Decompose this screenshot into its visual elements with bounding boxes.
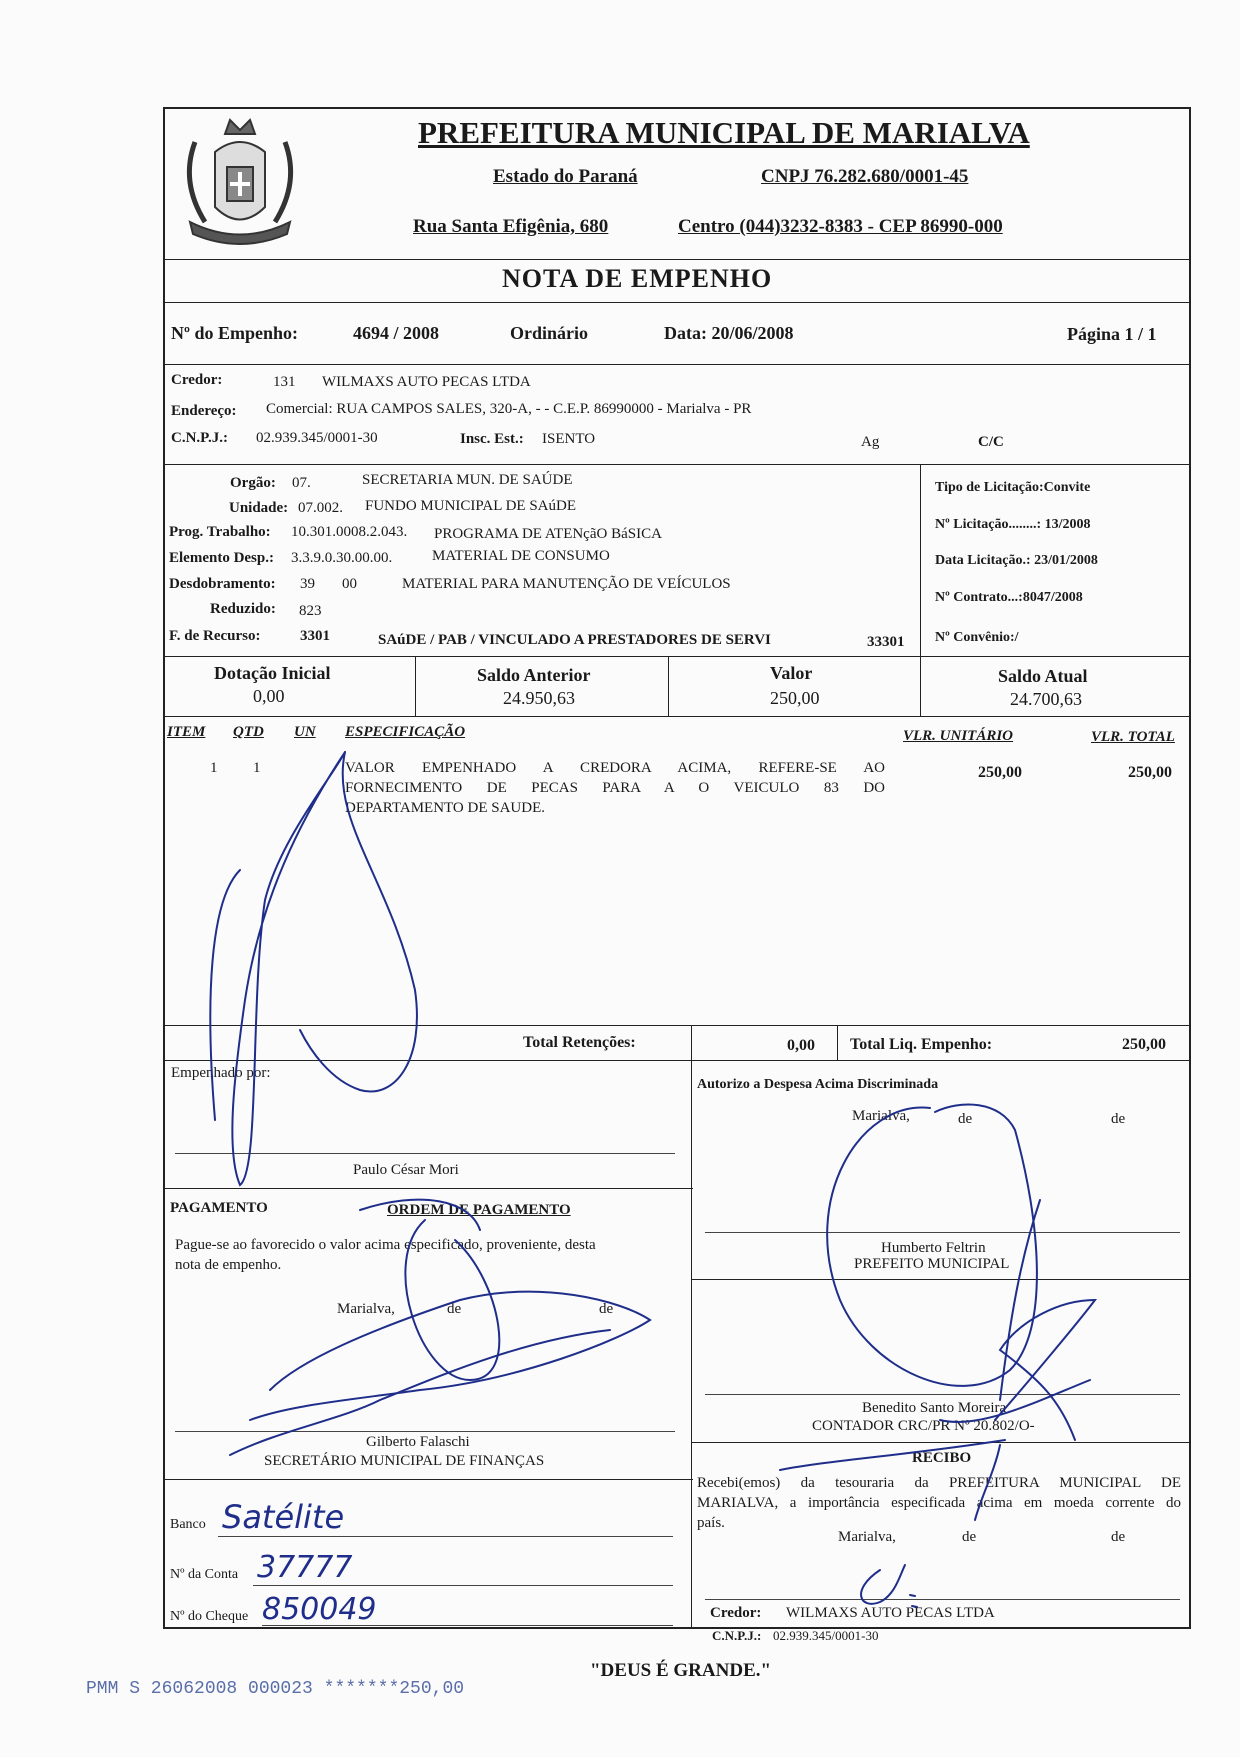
unidade-label: Unidade: <box>229 500 289 516</box>
cnpj-value: 02.939.345/0001-30 <box>256 430 378 446</box>
banco-value: Satélite <box>222 1498 345 1536</box>
data-licitacao: Data Licitação.: 23/01/2008 <box>935 553 1098 568</box>
col-un: UN <box>294 724 316 740</box>
banco-label: Banco <box>170 1517 206 1532</box>
elemento-label: Elemento Desp.: <box>169 550 274 566</box>
empenho-number: 4694 / 2008 <box>353 323 440 343</box>
header-state: Estado do Paraná <box>493 166 638 187</box>
recibo-text-2: MARIALVA, a importância especificada acima em moeda corrente do <box>697 1495 1181 1511</box>
tipo-licitacao: Tipo de Licitação:Convite <box>935 480 1091 495</box>
total-liquido-value: 250,00 <box>1122 1036 1166 1053</box>
saldo-anterior-label: Saldo Anterior <box>477 665 591 685</box>
recibo-credor-name: WILMAXS AUTO PECAS LTDA <box>786 1605 995 1621</box>
recurso-number: 33301 <box>867 634 905 650</box>
conta-corrente-label: C/C <box>978 434 1004 450</box>
orgao-code: 07. <box>292 475 311 491</box>
endereco-label: Endereço: <box>171 403 237 419</box>
empenho-date: Data: 20/06/2008 <box>664 323 794 343</box>
col-valor-total: VLR. TOTAL <box>1091 729 1175 745</box>
secretario-role: SECRETÁRIO MUNICIPAL DE FINANÇAS <box>264 1453 545 1469</box>
item-total-value: 250,00 <box>1128 764 1172 781</box>
credor-code: 131 <box>273 374 296 390</box>
col-item: ITEM <box>167 724 206 740</box>
payment-stamp: PMM S 26062008 000023 *******250,00 <box>86 1679 465 1699</box>
endereco-value: Comercial: RUA CAMPOS SALES, 320-A, - - C.E.P. 86990000 - Marialva - PR <box>266 401 752 417</box>
cnpj-label: C.N.P.J.: <box>171 430 228 446</box>
prefeito-name: Humberto Feltrin <box>881 1240 986 1256</box>
item-unit-value: 250,00 <box>978 764 1022 781</box>
unidade-code: 07.002. <box>298 500 343 516</box>
insc-value: ISENTO <box>542 431 596 447</box>
conta-value: 37777 <box>257 1550 353 1585</box>
item-desc-line1: VALOR EMPENHADO A CREDORA ACIMA, REFERE-SE AO <box>345 760 885 776</box>
pagamento-text-1: Pague-se ao favorecido o valor acima especificado, proveniente, desta <box>175 1237 596 1253</box>
recibo-text-3: país. <box>697 1515 725 1531</box>
pagamento-city: Marialva, <box>337 1301 395 1317</box>
autorizo-de-1: de <box>958 1111 973 1127</box>
contador-name: Benedito Santo Moreira <box>862 1400 1007 1416</box>
agencia-label: Ag <box>861 434 880 450</box>
credor-name: WILMAXS AUTO PECAS LTDA <box>322 374 531 390</box>
item-number: 1 <box>210 760 218 776</box>
valor-value: 250,00 <box>770 688 820 708</box>
empenho-page: Página 1 / 1 <box>1067 324 1157 344</box>
header-title: PREFEITURA MUNICIPAL DE MARIALVA <box>418 115 1030 150</box>
prog-value: PROGRAMA DE ATENçãO BáSICA <box>434 526 662 542</box>
unidade-value: FUNDO MUNICIPAL DE SAúDE <box>365 498 576 514</box>
prefeito-role: PREFEITO MUNICIPAL <box>854 1256 1010 1272</box>
desdobramento-code: 39 <box>300 576 315 592</box>
empenho-type: Ordinário <box>510 323 589 343</box>
desdobramento-value: MATERIAL PARA MANUTENÇÃO DE VEÍCULOS <box>402 576 731 592</box>
saldo-atual-value: 24.700,63 <box>1010 689 1082 709</box>
cheque-value: 850049 <box>262 1592 377 1627</box>
pagamento-label: PAGAMENTO <box>170 1200 268 1216</box>
item-desc-line2: FORNECIMENTO DE PECAS PARA A O VEICULO 83 DO <box>345 780 885 796</box>
item-qty: 1 <box>253 760 261 776</box>
col-valor-unitario: VLR. UNITÁRIO <box>903 728 1014 744</box>
empenhado-name: Paulo César Mori <box>353 1162 459 1178</box>
prog-label: Prog. Trabalho: <box>169 524 271 540</box>
empenhado-label: Empenhado por: <box>171 1065 271 1081</box>
autorizo-label: Autorizo a Despesa Acima Discriminada <box>697 1077 939 1092</box>
desdobramento-label: Desdobramento: <box>169 576 276 592</box>
insc-label: Insc. Est.: <box>460 431 524 447</box>
recibo-cnpj-value: 02.939.345/0001-30 <box>773 1628 879 1643</box>
doc-title: NOTA DE EMPENHO <box>502 264 773 293</box>
recibo-cnpj-label: C.N.P.J.: <box>712 1628 762 1643</box>
col-especificacao: ESPECIFICAÇÃO <box>345 724 466 740</box>
pagamento-de-2: de <box>599 1301 614 1317</box>
reduzido-label: Reduzido: <box>210 601 276 617</box>
ordem-pagamento-label: ORDEM DE PAGAMENTO <box>387 1202 571 1218</box>
recibo-label: RECIBO <box>912 1450 972 1466</box>
recibo-de-1: de <box>962 1529 977 1545</box>
saldo-atual-label: Saldo Atual <box>998 666 1088 686</box>
desdobramento-sub: 00 <box>342 576 357 592</box>
reduzido-value: 823 <box>299 603 322 619</box>
autorizo-city: Marialva, <box>852 1108 910 1124</box>
orgao-value: SECRETARIA MUN. DE SAÚDE <box>362 472 573 488</box>
total-retencoes-value: 0,00 <box>787 1037 815 1054</box>
recurso-code: 3301 <box>300 628 330 644</box>
dotacao-inicial-label: Dotação Inicial <box>214 663 331 683</box>
empenho-label: Nº do Empenho: <box>171 323 298 343</box>
pagamento-text-2: nota de empenho. <box>175 1257 282 1273</box>
prog-code: 10.301.0008.2.043. <box>291 524 408 540</box>
cheque-label: Nº do Cheque <box>170 1609 249 1624</box>
item-desc-line3: DEPARTAMENTO DE SAUDE. <box>345 800 545 816</box>
header-contact: Centro (044)3232-8383 - CEP 86990-000 <box>678 216 1003 237</box>
footer-motto: "DEUS É GRANDE." <box>590 1660 772 1681</box>
total-liquido-label: Total Liq. Empenho: <box>850 1036 993 1053</box>
recibo-credor-label: Credor: <box>710 1605 762 1621</box>
recurso-value: SAúDE / PAB / VINCULADO A PRESTADORES DE SERVI <box>378 632 771 648</box>
elemento-code: 3.3.9.0.30.00.00. <box>291 550 393 566</box>
conta-label: Nº da Conta <box>170 1567 239 1582</box>
total-retencoes-label: Total Retenções: <box>523 1034 636 1051</box>
recurso-label: F. de Recurso: <box>169 628 261 644</box>
saldo-anterior-value: 24.950,63 <box>503 688 575 708</box>
credor-label: Credor: <box>171 372 223 388</box>
elemento-value: MATERIAL DE CONSUMO <box>432 548 610 564</box>
recibo-city: Marialva, <box>838 1529 896 1545</box>
numero-contrato: Nº Contrato...:8047/2008 <box>935 590 1083 605</box>
autorizo-de-2: de <box>1111 1111 1126 1127</box>
secretario-name: Gilberto Falaschi <box>366 1434 470 1450</box>
header-cnpj: CNPJ 76.282.680/0001-45 <box>761 166 969 187</box>
valor-label: Valor <box>770 663 813 683</box>
recibo-text-1: Recebi(emos) da tesouraria da PREFEITURA MUNICIPAL DE <box>697 1475 1181 1491</box>
header-address: Rua Santa Efigênia, 680 <box>413 216 609 237</box>
contador-role: CONTADOR CRC/PR Nº 20.802/O- <box>812 1418 1035 1434</box>
recibo-de-2: de <box>1111 1529 1126 1545</box>
orgao-label: Orgão: <box>230 475 276 491</box>
pagamento-de-1: de <box>447 1301 462 1317</box>
dotacao-inicial-value: 0,00 <box>253 686 285 706</box>
numero-convenio: Nº Convênio:/ <box>935 630 1019 645</box>
numero-licitacao: Nº Licitação........: 13/2008 <box>935 517 1091 532</box>
col-qtd: QTD <box>233 724 264 740</box>
